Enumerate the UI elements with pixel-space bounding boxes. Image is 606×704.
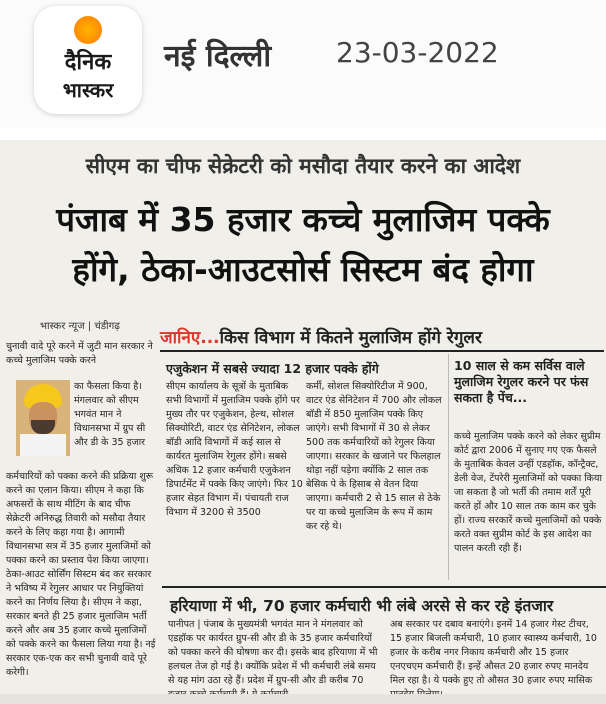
haryana-column-1: पानीपत | पंजाब के मुख्यमंत्री भगवंत मान ने मंगलवार को एडहॉक पर कार्यरत ग्रुप-सी और डी के 35 हजार कर्मचारियों को पक्का करने की घोषणा कर दी। इसके बाद हरियाणा में भी हलचल तेज हो गई है। क्योंकि प्रदेश में भी कर्मचारी लंबे समय से यह मांग उठा रहे हैं। प्रदेश में ग्रुप-सी और डी करीब 70 (168, 619, 378, 686)
photo-beard (31, 420, 55, 434)
byline: भास्कर न्यूज | चंडीगढ़ (40, 321, 120, 332)
headline-line-2: होंगे, ठेका-आउटसोर्स सिस्टम बंद होगा (72, 250, 534, 289)
column-divider (448, 354, 449, 580)
section-rule (160, 350, 604, 352)
haryana-heading: हरियाणा में भी, 70 हजार कर्मचारी भी लंबे अरसे से कर रहे इंतजार (170, 597, 554, 615)
sun-icon (74, 16, 102, 44)
bottom-edge (0, 694, 606, 704)
left-column-body: कर्मचारियों को पक्का करने की प्रक्रिया शुरू करने का एलान किया। सीएम ने कहा कि अफसरों के साथ मीटिंग के बाद चीफ सेक्रेटरी अनिरुद्ध तिवारी को मसौदा तैयार करने के लिए कहा गया है। आगामी विधानसभा सत्र में 35 हजार मुलाजिमों को पक्का करने का प्रस्ताव पेश किया जाएगा। ठेका-आउट सोर्सिंग सिस्टम बंद कर सरकार ने भविष्य में रेगुलर आधार पर नियुक्तियां करने का निर्णय लिया है। सीएम ने कहा, सरकार बनते ही 25 हजार मुलाजिम भर्ती करने और अब 35 हजार कच्चे मुलाजिमों को पक्के करने का फैसला लिया गया है। नई सरकार एक-एक कर सभी चुनावी वादे पूरे करेगी। (6, 471, 156, 678)
article-subheadline: सीएम का चीफ सेक्रेटरी को मसौदा तैयार करने का आदेश (85, 154, 521, 178)
photo-shirt (20, 434, 66, 456)
left-column-wrap-text: का फैसला किया है। मंगलवार को सीएम भगवंत मान ने विधानसभा में ग्रुप सी और डी के 35 हजार (74, 381, 146, 448)
column-2-text: सीएम कार्यालय के सूत्रों के मुताबिक सभी विभागों में मुलाजिम पक्के होंगे पर मुख्य तौर पर एजुकेशन, हेल्थ, सोशल सिक्योरिटी, वाटर एंड सेनिटेशन, लोकल बॉडी आदि विभागों में कई साल से कार्यरत मुलाजिम रेगुलर होंगे। सबसे अधिक 12 हजार कर्मचारी एजुकेशन डिपार्टमेंट में पक्के किए जाएंगे। फिर 10 हजार सेहत विभाग में। पंचायती राज विभाग में 3200 से 3500 (166, 381, 303, 518)
side-heading: 10 साल से कम सर्विस वाले मुलाजिम रेगुलर करने पर फंस सकता है पेंच... (454, 358, 589, 405)
section-title (160, 325, 482, 348)
education-heading: एजुकेशन में सबसे ज्यादा 12 हजार पक्के होंगे (166, 361, 379, 376)
newspaper-clipping (0, 140, 606, 704)
logo-text-line2: भास्कर (62, 78, 114, 102)
cm-photo (16, 380, 70, 456)
headline-line-1: पंजाब में 35 हजार कच्चे मुलाजिम पक्के (56, 200, 550, 239)
logo-text-line1: दैनिक (64, 50, 112, 75)
column-4-text: कच्चे मुलाजिम पक्के करने को लेकर सुप्रीम कोर्ट द्वारा 2006 में सुनाए गए एक फैसले के मुताबिक केवल उन्हीं एडहॉक, कॉन्ट्रैक्ट, डेली वेज, टेंपरेरी मुलाजिमों को पक्का किया जा सकता है जो भर्ती की तमाम शर्तें पूरी करते हों और 10 साल तक काम कर चुके हों। राज्य सरकारें कच्चे मुलाजिमों को पक्के करते वक्त सुप्रीम कोर्ट के इस आदेश का पालन करती रही हैं। (454, 431, 602, 554)
dainik-bhaskar-logo (34, 6, 142, 114)
haryana-box (162, 586, 606, 704)
left-column-intro: चुनावी वादे पूरे करने में जुटी मान सरकार ने कच्चे मुलाजिम पक्के करने (6, 341, 153, 366)
page-header (0, 0, 606, 128)
section-title-text: किस विभाग में कितने मुलाजिम होंगे रेगुलर (219, 328, 482, 348)
haryana-column-2: अब सरकार पर दबाव बनाएंगे। इनमें 14 हजार गेस्ट टीचर, 15 हजार बिजली कर्मचारी, 10 हजार स्वास्थ्य कर्मचारी, 10 हजार के करीब नगर निकाय कर्मचारी और 15 हजार एनएचएम कर्मचारी हैं। इन्हें औसत 20 हजार रुपए मानदेय मिल रहा है। ये पक्के हुए तो औसत 30 हजार रुपए मासिक (390, 619, 597, 686)
column-3-text: कर्मी, सोशल सिक्योरिटीज में 900, वाटर एंड सेनिटेशन में 700 और लोकल बॉडी में 850 मुलाजिम पक्के किए जाएंगे। सभी विभागों में 30 से लेकर 500 तक कर्मचारियों को रेगुलर किया जाएगा। सरकार के खजाने पर फिलहाल थोड़ा नहीं पड़ेगा क्योंकि 2 साल तक बेसिक पे के हिसाब से वेतन दिया जाएगा। कर्मचारी 2 से 15 साल से ठेके पर या कच्चे मुलाजिम के रूप में काम कर रहे थे। (306, 381, 442, 532)
section-title-accent: जानिए... (160, 328, 220, 348)
edition-date: 23-03-2022 (336, 36, 499, 69)
edition-city: नई दिल्ली (164, 39, 272, 74)
